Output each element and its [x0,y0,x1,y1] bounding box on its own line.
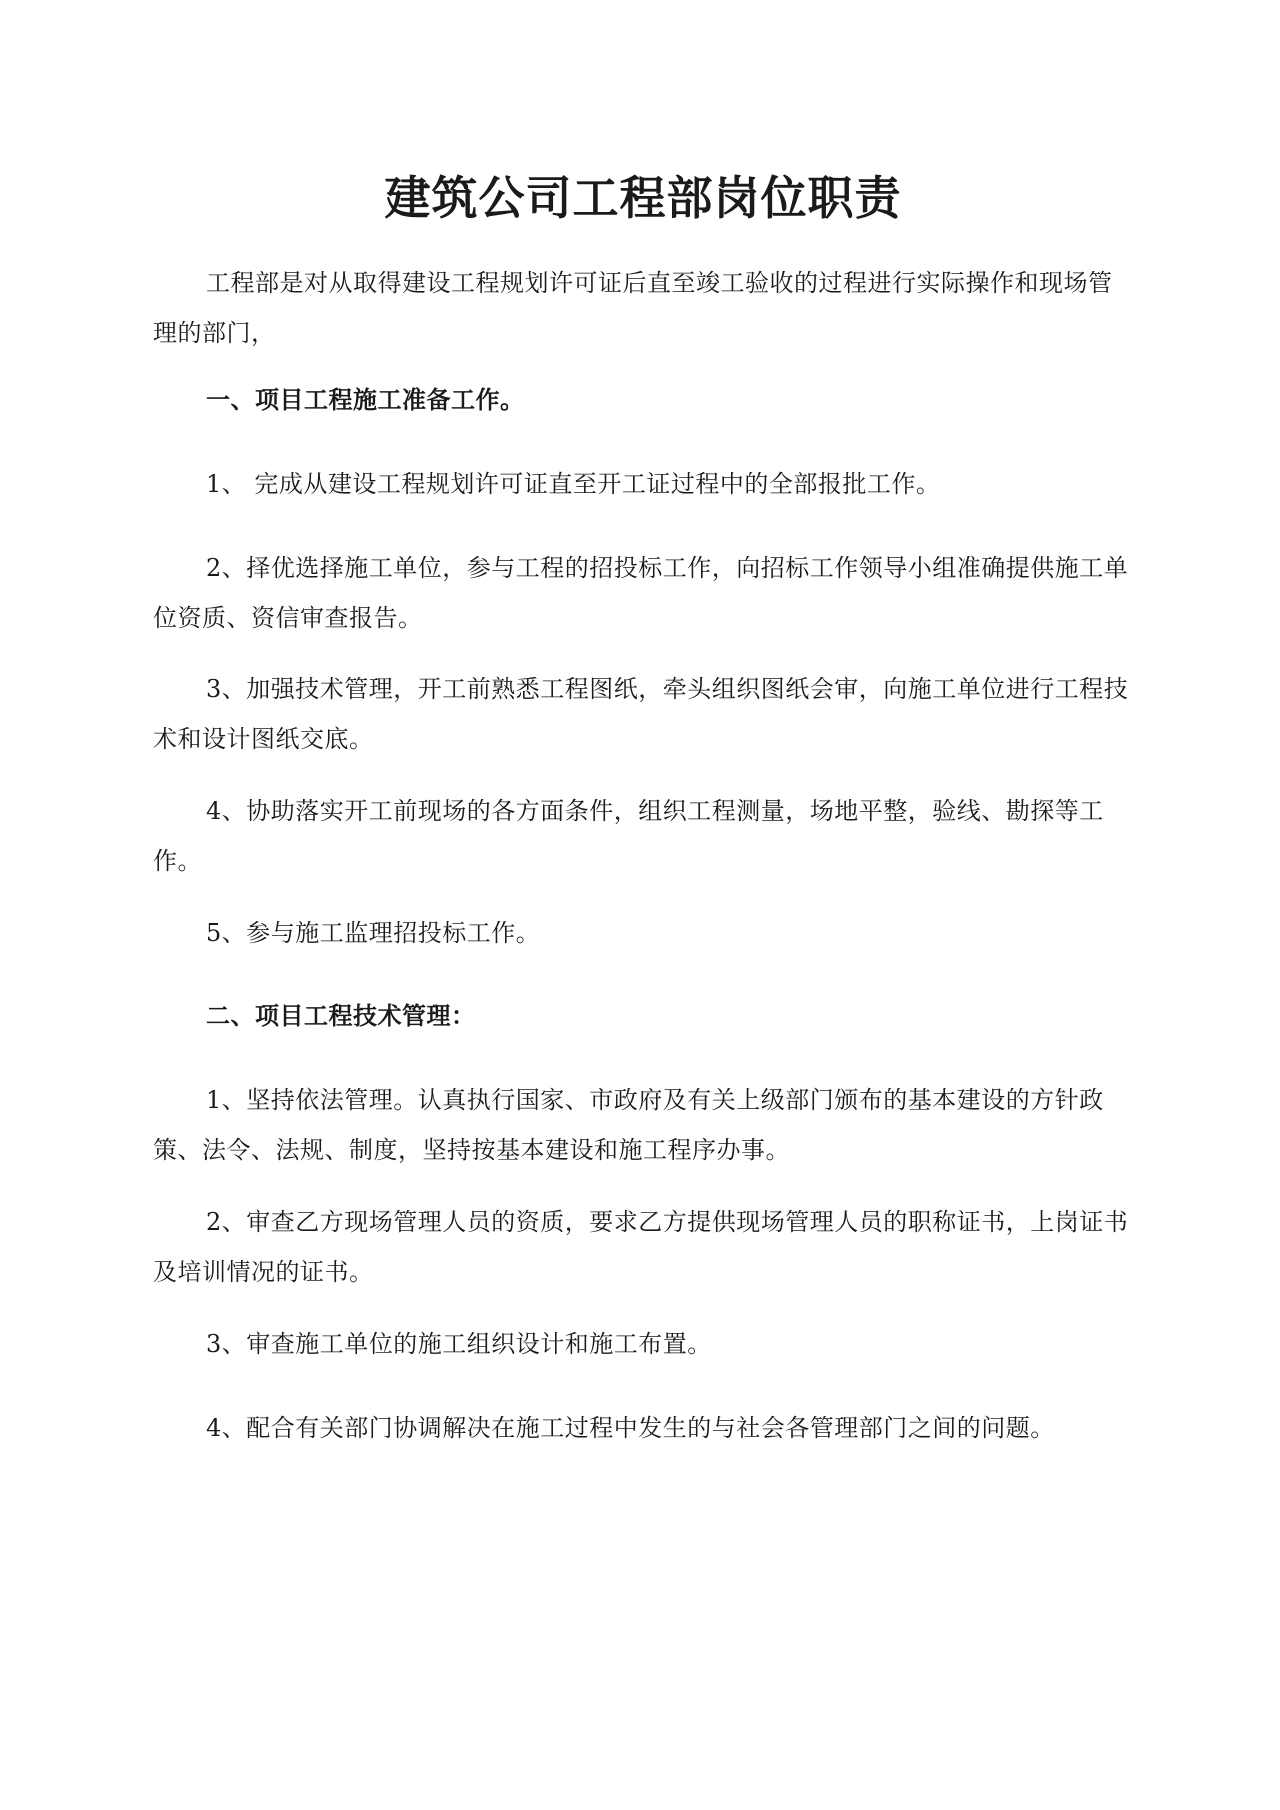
section2-item-4: 4、配合有关部门协调解决在施工过程中发生的与社会各管理部门之间的问题。 [206,1414,1055,1442]
section-heading-1: 一、项目工程施工准备工作。 [206,385,525,414]
section1-item-4: 4、协助落实开工前现场的各方面条件，组织工程测量，场地平整，验线、勘探等工作。 [153,797,1104,875]
section2-item-2: 2、审查乙方现场管理人员的资质，要求乙方提供现场管理人员的职称证书，上岗证书及培训情况的证书。 [153,1208,1129,1286]
section2-item-1: 1、坚持依法管理。认真执行国家、市政府及有关上级部门颁布的基本建设的方针政策、法令、法规、制度，坚持按基本建设和施工程序办事。 [153,1086,1104,1164]
section1-item-2: 2、择优选择施工单位，参与工程的招投标工作，向招标工作领导小组准确提供施工单位资质、资信审查报告。 [153,554,1129,632]
section1-item-5: 5、参与施工监理招投标工作。 [206,919,541,947]
section1-item-1: 1、 完成从建设工程规划许可证直至开工证过程中的全部报批工作。 [206,470,941,498]
intro-paragraph: 工程部是对从取得建设工程规划许可证后直至竣工验收的过程进行实际操作和现场管理的部门， [153,269,1113,347]
section2-item-3: 3、审查施工单位的施工组织设计和施工布置。 [206,1330,712,1358]
document-title: 建筑公司工程部岗位职责 [384,171,902,225]
section-heading-2: 二、项目工程技术管理： [206,1001,476,1030]
section1-item-3: 3、加强技术管理，开工前熟悉工程图纸，牵头组织图纸会审，向施工单位进行工程技术和设计图纸交底。 [153,675,1129,753]
